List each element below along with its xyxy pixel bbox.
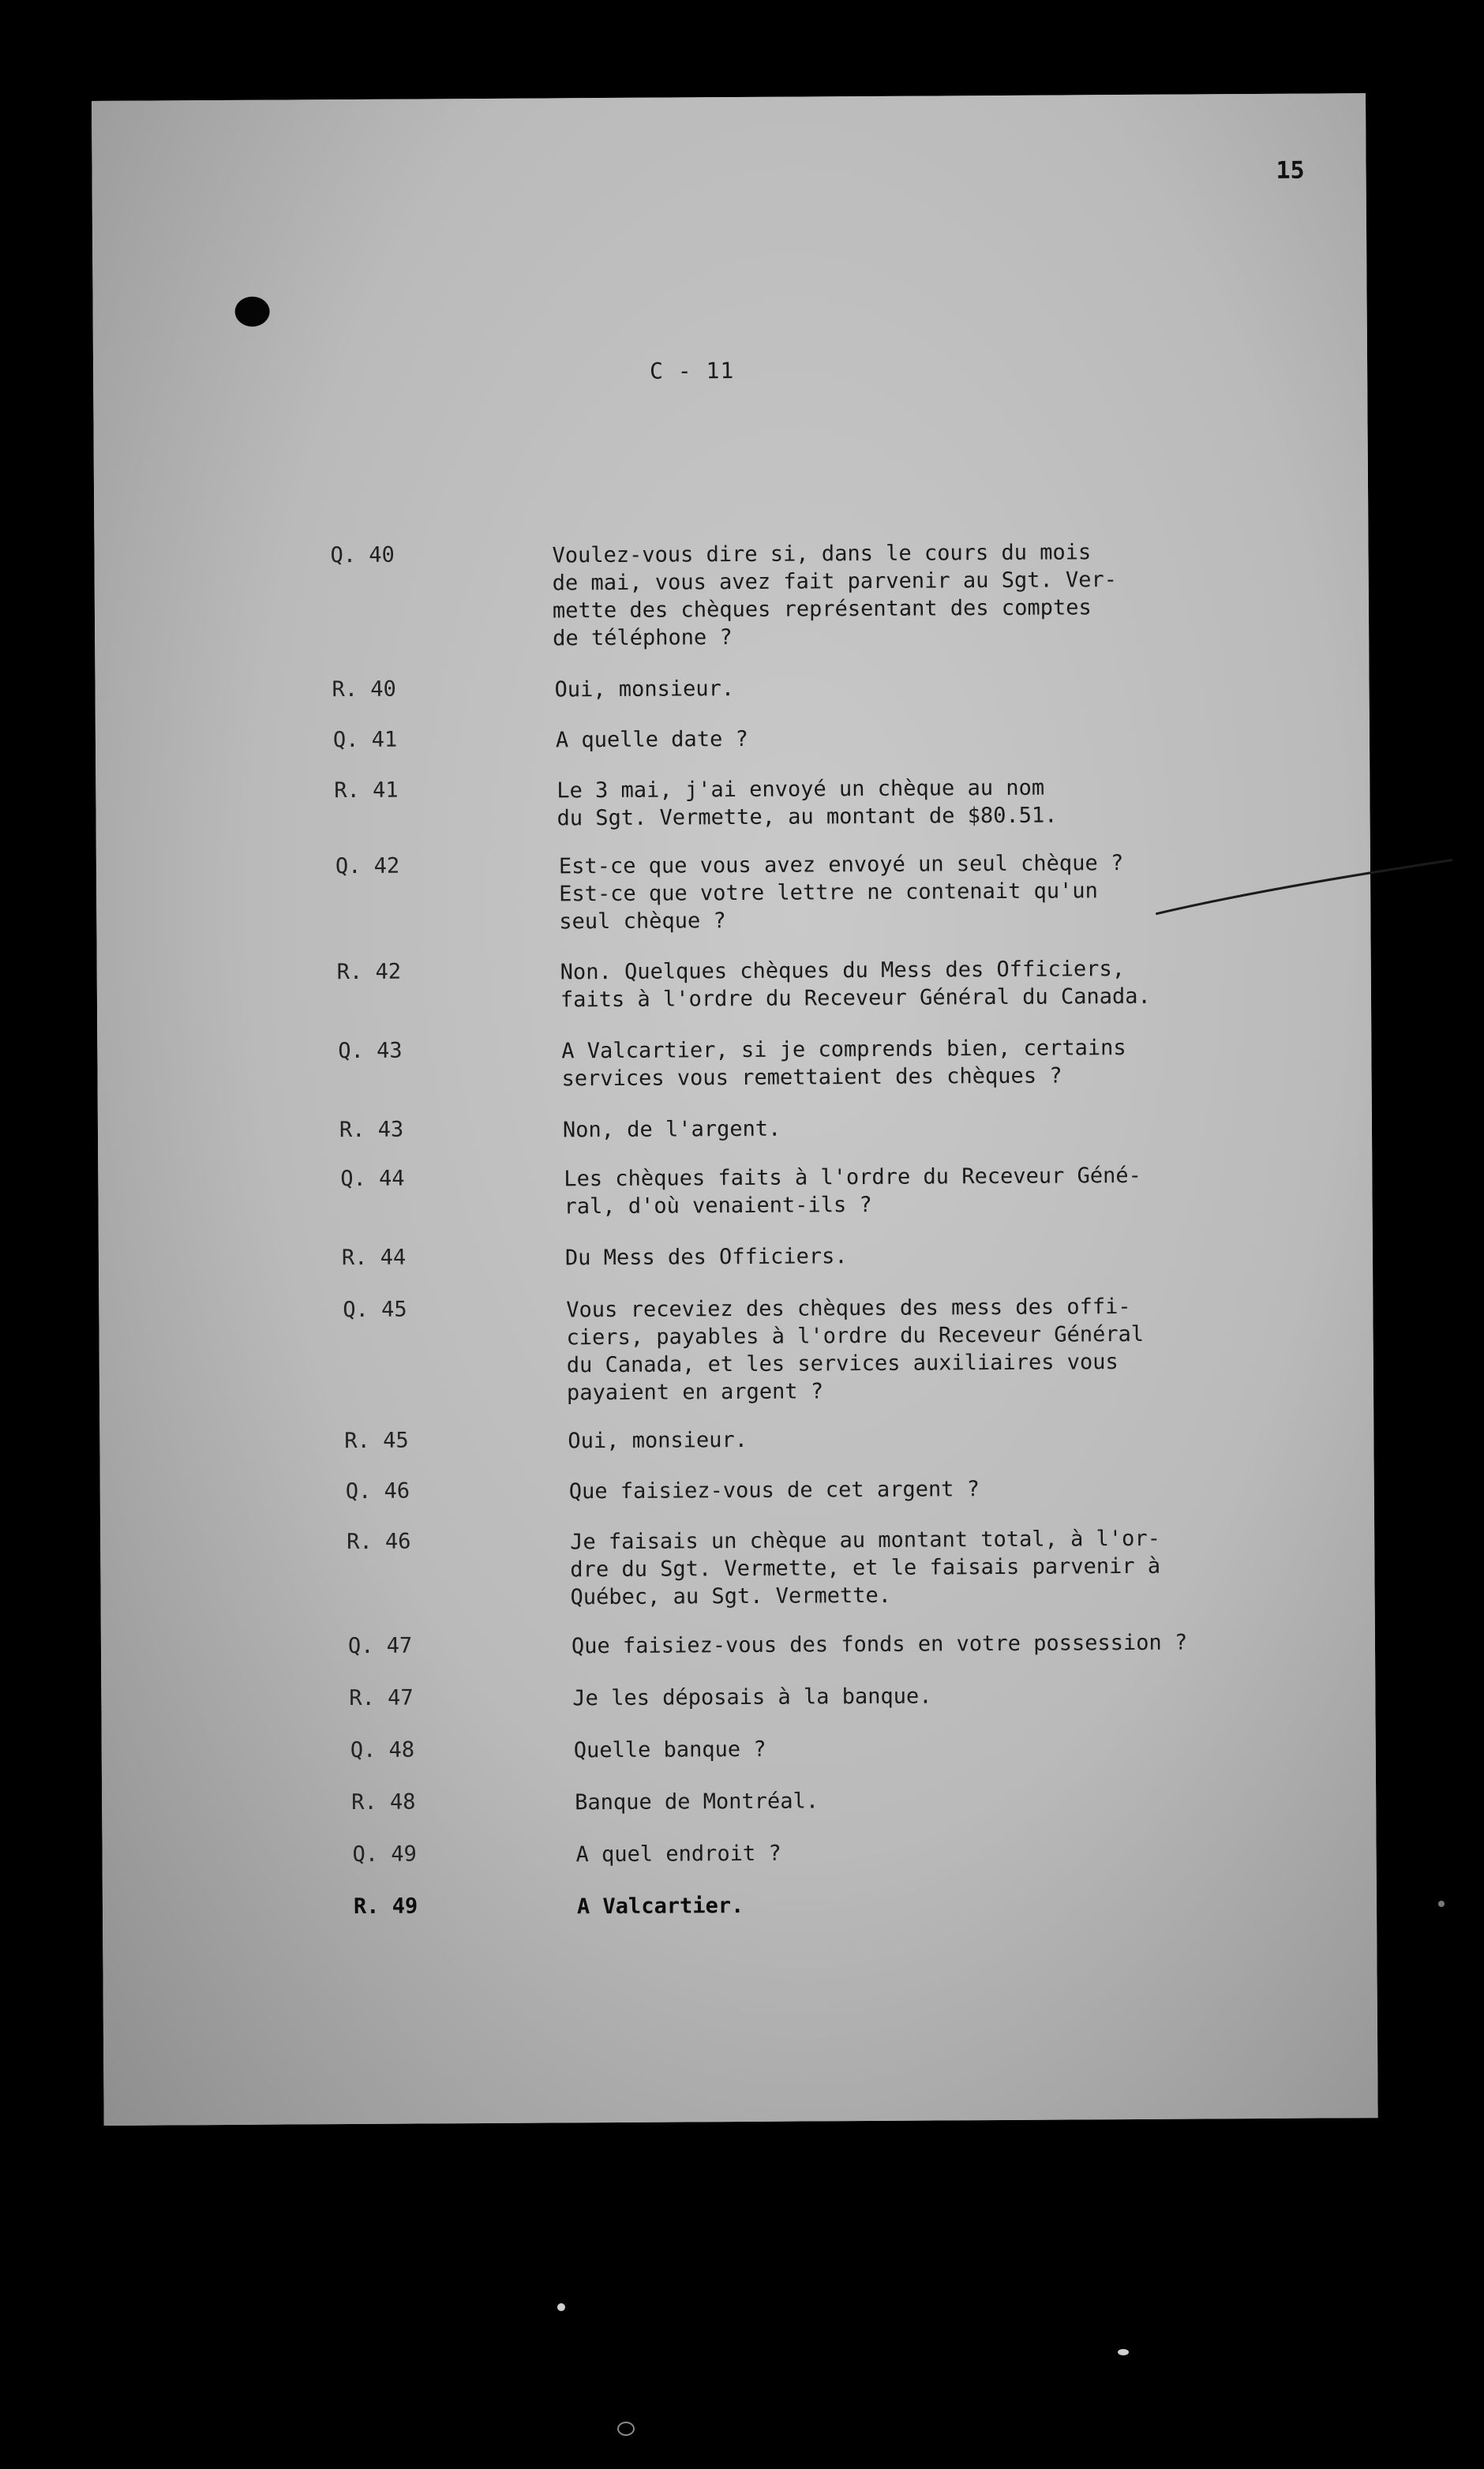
qa-text: Quelle banque ? (573, 1737, 766, 1763)
qa-row (101, 1680, 1375, 1711)
qa-text: Je faisais un chèque au montant total, à l'or- dre du Sgt. Vermette, et le faisais parvenir à Québec, au Sgt. Vermette. (570, 1526, 1161, 1610)
qa-row (100, 1523, 1374, 1610)
qa-label: R. 40 (332, 676, 396, 702)
qa-row (103, 1888, 1377, 1920)
qa-row (102, 1784, 1376, 1815)
qa-row (96, 721, 1370, 753)
qa-label: Q. 47 (347, 1633, 413, 1659)
qa-text: Oui, monsieur. (554, 676, 735, 702)
document-page (92, 93, 1378, 2126)
qa-label: Q. 43 (338, 1038, 403, 1064)
qa-text: Que faisiez-vous des fonds en votre possession ? (571, 1630, 1188, 1659)
qa-text: Non. Quelques chèques du Mess des Officiers, faits à l'ordre du Receveur Général du Canada. (560, 957, 1151, 1013)
qa-list (92, 93, 1378, 2126)
qa-row (95, 671, 1369, 702)
section-title: C - 11 (650, 358, 735, 384)
qa-text: Que faisiez-vous de cet argent ? (568, 1477, 980, 1504)
qa-text: Du Mess des Officiers. (564, 1244, 848, 1271)
qa-row (99, 1239, 1373, 1271)
qa-row (99, 1422, 1373, 1454)
qa-label: R. 44 (341, 1245, 407, 1271)
qa-text: Le 3 mai, j'ai envoyé un chèque au nom du Sgt. Vermette, au montant de $80.51. (556, 775, 1058, 831)
qa-row (96, 772, 1370, 831)
qa-row (96, 848, 1370, 935)
qa-text: Oui, monsieur. (568, 1427, 748, 1454)
qa-label: R. 41 (334, 777, 399, 804)
qa-label: R. 45 (344, 1428, 409, 1454)
qa-label: R. 42 (336, 959, 402, 985)
qa-label: Q. 46 (345, 1478, 410, 1504)
qa-row (94, 537, 1368, 651)
qa-text: A Valcartier. (576, 1893, 744, 1920)
film-speck (557, 2303, 565, 2311)
qa-text: A quel endroit ? (575, 1841, 781, 1868)
qa-row (102, 1836, 1376, 1868)
qa-label: R. 49 (353, 1894, 418, 1920)
qa-row (97, 954, 1371, 1013)
qa-text: A Valcartier, si je comprends bien, certains services vous remettaient des chèques ? (561, 1036, 1126, 1092)
qa-text: Est-ce que vous avez envoyé un seul chèque ? Est-ce que votre lettre ne contenait qu'un seul chèque ? (558, 851, 1124, 935)
qa-label: Q. 41 (332, 727, 398, 753)
qa-row (98, 1111, 1372, 1143)
film-speck (1438, 1901, 1445, 1907)
qa-label: R. 43 (339, 1117, 404, 1143)
page-number: 15 (1276, 156, 1305, 185)
qa-row (102, 1732, 1376, 1763)
qa-row (101, 1628, 1375, 1659)
qa-text: Non, de l'argent. (562, 1116, 781, 1143)
qa-label: Q. 42 (335, 853, 400, 879)
qa-label: Q. 44 (340, 1166, 405, 1192)
qa-label: Q. 45 (343, 1297, 407, 1323)
film-speck (617, 2422, 635, 2436)
qa-text: Les chèques faits à l'ordre du Receveur Géné- ral, d'où venaient-ils ? (564, 1163, 1141, 1220)
qa-row (99, 1291, 1373, 1406)
qa-text: Vous receviez des chèques des mess des offi- ciers, payables à l'ordre du Receveur Général du Canada, et les services auxiliaires vous payaient en argent ? (566, 1294, 1145, 1406)
qa-text: Je les déposais à la banque. (572, 1684, 932, 1711)
qa-label: R. 48 (351, 1789, 416, 1815)
qa-row (100, 1473, 1374, 1504)
qa-row (98, 1160, 1372, 1220)
qa-label: R. 47 (349, 1685, 414, 1711)
qa-label: Q. 40 (330, 542, 395, 568)
qa-text: A quelle date ? (555, 726, 748, 753)
qa-row (97, 1032, 1371, 1092)
qa-text: Banque de Montréal. (575, 1789, 819, 1815)
film-speck (1118, 2349, 1129, 2355)
qa-label: Q. 49 (352, 1841, 417, 1868)
qa-text: Voulez-vous dire si, dans le cours du mois de mai, vous avez fait parvenir au Sgt. Ver- mette des chèques représentant des comptes de téléphone ? (552, 540, 1118, 651)
qa-label: R. 46 (347, 1529, 411, 1555)
qa-label: Q. 48 (350, 1737, 415, 1763)
